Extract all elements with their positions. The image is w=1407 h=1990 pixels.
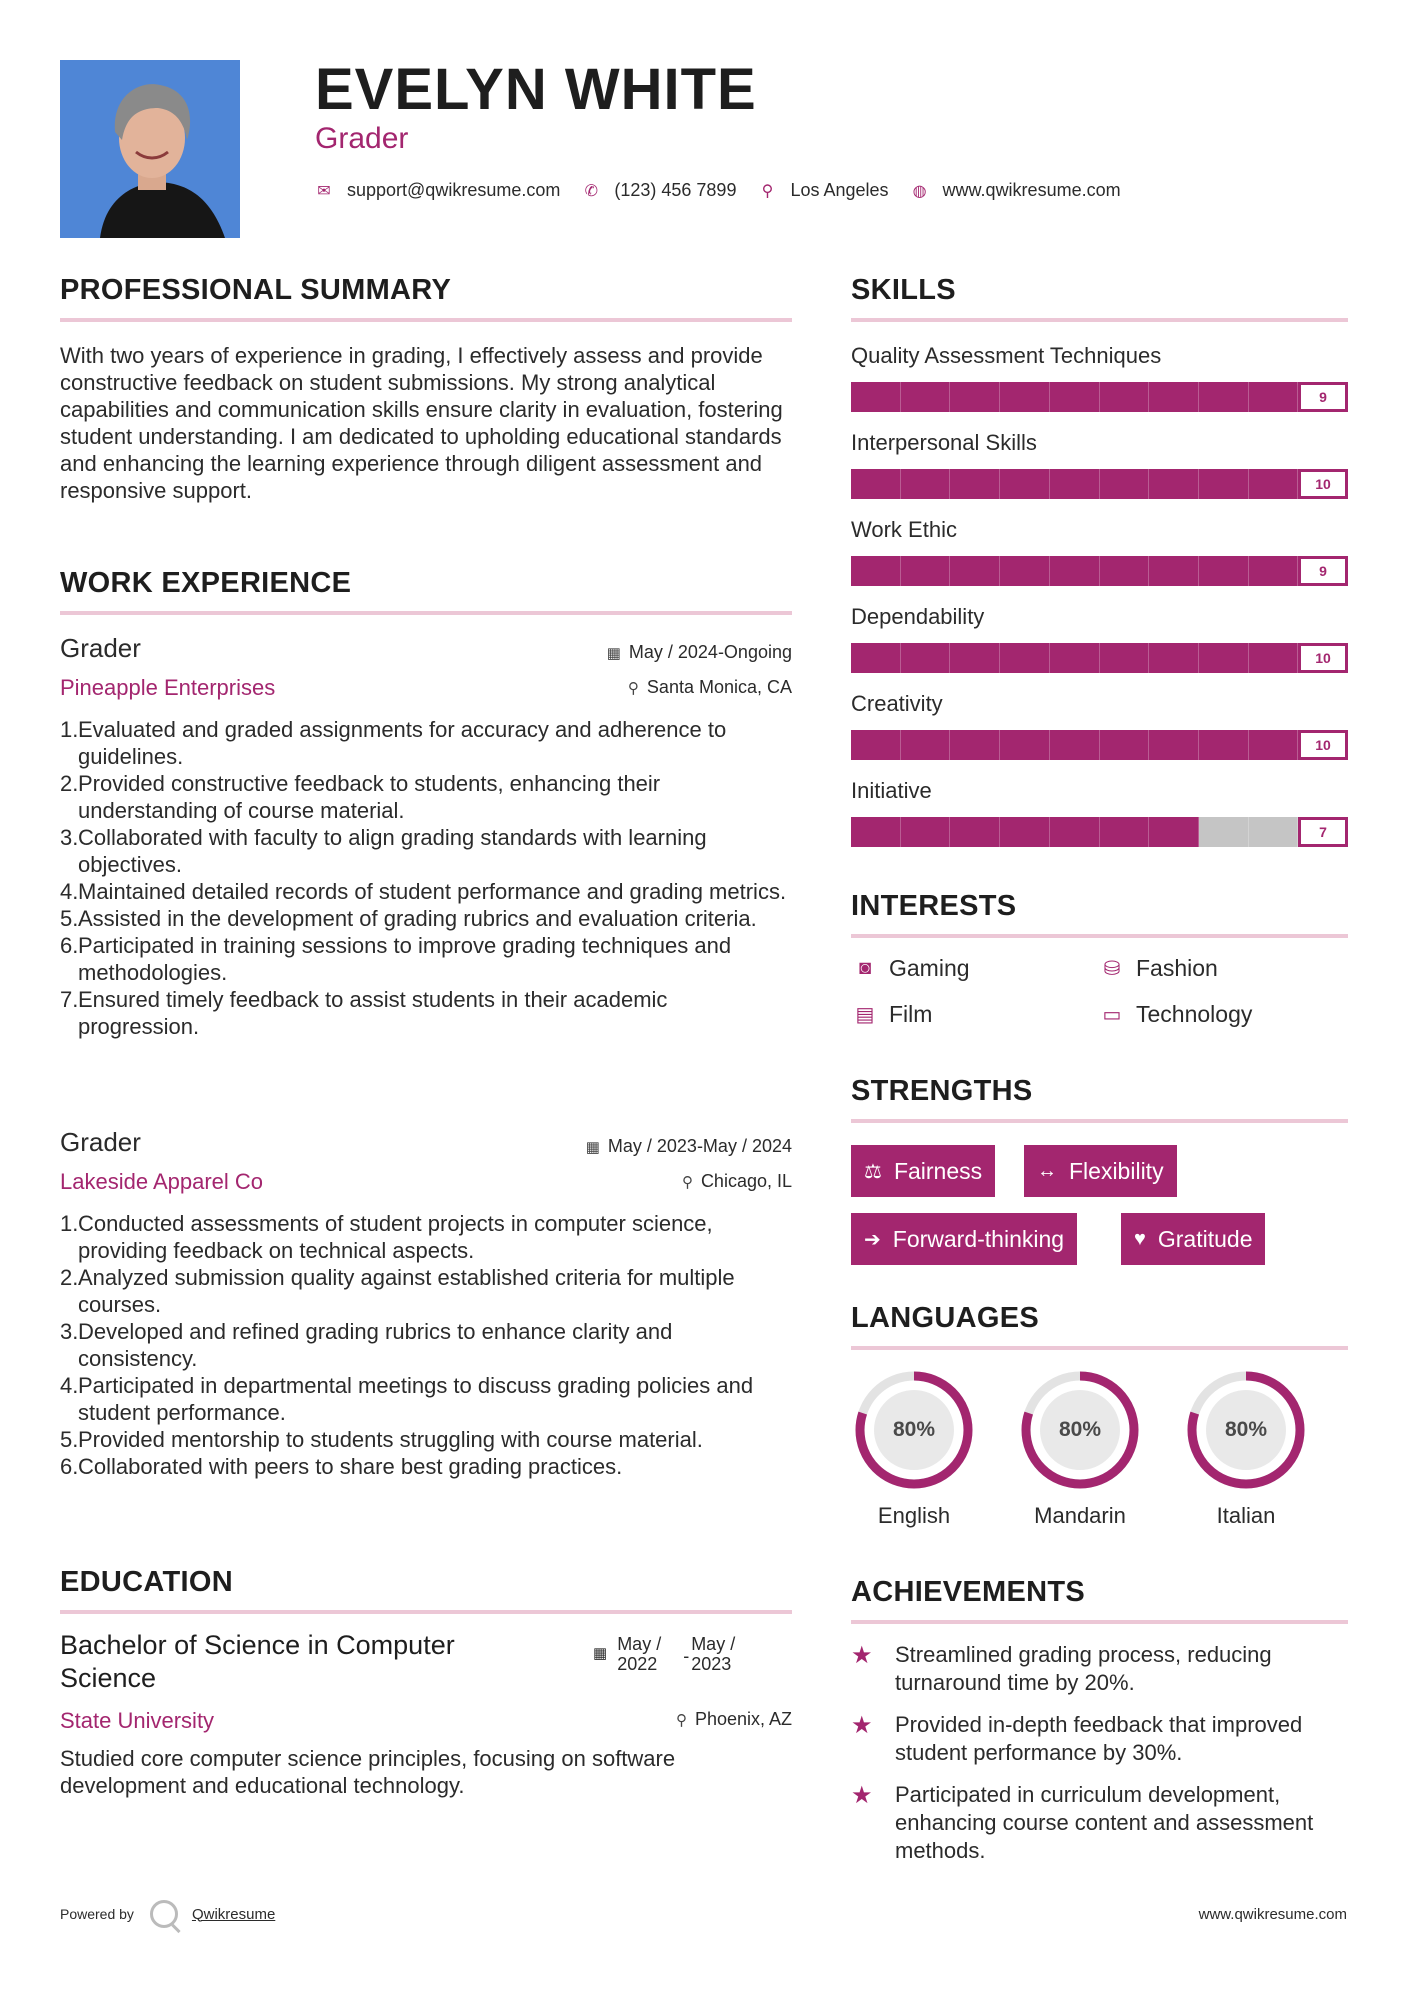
language-mandarin: [1017, 1367, 1143, 1529]
location-pin-icon: ⚲: [761, 182, 774, 200]
list-item: 4. Maintained detailed records of student performance and grading metrics.: [60, 879, 787, 904]
education-heading: EDUCATION: [60, 1566, 233, 1598]
achievement-text: Participated in curriculum development, enhancing course content and assessment methods.: [895, 1782, 1314, 1863]
skill-bar-segment: [1249, 643, 1299, 673]
skill-bar-segment: [950, 817, 1000, 847]
company-name: Pineapple Enterprises: [60, 675, 276, 700]
language-italian: [1183, 1367, 1309, 1529]
balance-scale-icon: ⚖: [864, 1160, 882, 1183]
contact-phone-text: (123) 456 7899: [614, 180, 737, 200]
skill-bar: [851, 817, 1348, 847]
list-item: 3. Developed and refined grading rubrics to enhance clarity and consistency.: [60, 1319, 673, 1371]
strength-tag-forward-thinking: [851, 1213, 1077, 1265]
skill-name: Interpersonal Skills: [851, 430, 1037, 455]
skills-divider: [851, 318, 1348, 322]
interest-fashion: [1098, 955, 1218, 982]
film-icon: ▤: [855, 1004, 875, 1026]
skill-bar-segment: [1249, 469, 1299, 499]
skill-bar-segment: [901, 382, 951, 412]
skill-bar-segment: [1000, 469, 1050, 499]
skill-name: Initiative: [851, 778, 932, 803]
job-bullet-list: [60, 1210, 792, 1480]
company-name: Lakeside Apparel Co: [60, 1169, 264, 1194]
skill-bar-segment: [950, 556, 1000, 586]
arrows-horizontal-icon: ↔: [1037, 1159, 1057, 1182]
achievements-heading: ACHIEVEMENTS: [851, 1576, 1086, 1608]
skill-bar-segment: [851, 469, 901, 499]
skill-bar-segment: [1149, 817, 1199, 847]
skill-score-label: 9: [1298, 556, 1348, 586]
skill-bar: [851, 556, 1348, 586]
star-badge-icon: ★: [851, 1782, 873, 1809]
achievements-divider: [851, 1620, 1348, 1624]
skill-bar-segment: [1249, 730, 1299, 760]
interest-label: Technology: [1136, 1001, 1253, 1027]
skill-bar-segment: [1000, 730, 1050, 760]
education-start-year: 2022: [617, 1654, 658, 1674]
skill-bar-segment: [1050, 556, 1100, 586]
interest-label: Gaming: [889, 955, 970, 981]
education-degree: Bachelor of Science in Computer Science: [60, 1630, 455, 1693]
skill-bar-segment: [950, 469, 1000, 499]
education-description: Studied core computer science principles, focusing on software development and educational technology.: [60, 1746, 676, 1798]
right-column: [851, 0, 1348, 1990]
skill-bar-segment: [901, 643, 951, 673]
phone-icon: ✆: [584, 182, 599, 200]
skill-bar-segment: [1050, 817, 1100, 847]
skill-bar-segment: [1199, 817, 1249, 847]
footer-url[interactable]: www.qwikresume.com: [1198, 1906, 1347, 1923]
strength-tag-gratitude: [1121, 1213, 1265, 1265]
job-location: [682, 1171, 792, 1192]
job-dates-text: May / 2024-Ongoing: [628, 642, 792, 662]
skill-bar-segment: [1000, 643, 1050, 673]
list-item: 1. Evaluated and graded assignments for accuracy and adherence to guidelines.: [60, 717, 727, 769]
skill-score-label: 10: [1298, 469, 1348, 499]
shopping-bag-icon: ⛁: [1103, 958, 1121, 980]
language-percent: 80%: [1058, 1418, 1102, 1441]
strength-label: Flexibility: [1069, 1157, 1164, 1184]
job-bullet-list: [60, 716, 792, 1040]
skill-score-label: 10: [1298, 643, 1348, 673]
skill-bar-segment: [1050, 730, 1100, 760]
envelope-icon: ✉: [317, 182, 331, 200]
strength-tag-flexibility: [1024, 1145, 1177, 1197]
list-item: 7. Ensured timely feedback to assist students in their academic progression.: [60, 987, 668, 1039]
skill-bar-segment: [851, 643, 901, 673]
arrow-right-icon: ➔: [864, 1228, 881, 1251]
skill-bar-segment: [1000, 817, 1050, 847]
strength-label: Fairness: [893, 1157, 983, 1184]
skill-bar-segment: [1100, 556, 1150, 586]
list-item: 5. Assisted in the development of grading rubrics and evaluation criteria.: [60, 906, 757, 931]
list-item: 5. Provided mentorship to students struggling with course material.: [60, 1427, 703, 1452]
languages-heading: LANGUAGES: [851, 1302, 1039, 1334]
skill-bar-segment: [1149, 643, 1199, 673]
skill-bar: [851, 382, 1348, 412]
candidate-name: EVELYN WHITE: [315, 57, 757, 122]
education-location-text: Phoenix, AZ: [694, 1709, 792, 1729]
calendar-icon: ▦: [593, 1645, 608, 1662]
left-column: [60, 0, 792, 1990]
list-item: 3. Collaborated with faculty to align grading standards with learning objectives.: [60, 825, 707, 877]
interest-label: Film: [889, 1001, 933, 1027]
education-divider: [60, 1610, 792, 1614]
globe-icon: ◍: [912, 182, 927, 200]
job-title: Grader: [60, 633, 141, 663]
skill-bar-segment: [1050, 643, 1100, 673]
pushpin-icon: ⚲: [627, 679, 639, 697]
language-name: Mandarin: [1034, 1503, 1126, 1528]
achievement-text: Streamlined grading process, reducing turnaround time by 20%.: [895, 1642, 1272, 1695]
contact-location-text: Los Angeles: [790, 180, 889, 200]
job-location: [628, 677, 792, 698]
skill-bar-segment: [1149, 382, 1199, 412]
language-percent: 80%: [1224, 1418, 1268, 1441]
job-location-text: Santa Monica, CA: [646, 677, 792, 697]
education-end-month: May /: [691, 1634, 736, 1654]
skill-bar-segment: [1249, 817, 1299, 847]
experience-heading: WORK EXPERIENCE: [60, 567, 352, 599]
gamepad-icon: ◙: [858, 957, 872, 979]
skill-bar: [851, 469, 1348, 499]
skill-bar-segment: [901, 817, 951, 847]
skill-score-label: 9: [1298, 382, 1348, 412]
skill-bar-segment: [1050, 382, 1100, 412]
calendar-icon: ▦: [606, 644, 621, 662]
job-title: Grader: [60, 1127, 141, 1157]
skill-bar-segment: [1199, 556, 1249, 586]
heart-icon: ♥: [1134, 1227, 1146, 1250]
skill-bar-segment: [1149, 730, 1199, 760]
footer-branding: [60, 1900, 275, 1928]
education-location: [676, 1709, 792, 1730]
skill-score-label: 7: [1298, 817, 1348, 847]
skills-heading: SKILLS: [851, 274, 956, 306]
skill-bar-segment: [950, 382, 1000, 412]
skill-bar-segment: [1050, 469, 1100, 499]
skill-bar-segment: [950, 643, 1000, 673]
achievement-text: Provided in-depth feedback that improved student performance by 30%.: [895, 1712, 1303, 1765]
qwikresume-link[interactable]: Qwikresume: [191, 1905, 276, 1923]
skill-bar-segment: [1199, 469, 1249, 499]
job-dates: [607, 642, 792, 663]
achievement-item: [851, 1711, 1348, 1767]
pushpin-icon: ⚲: [675, 1711, 687, 1729]
star-badge-icon: ★: [851, 1642, 873, 1669]
education-end-year: 2023: [691, 1654, 732, 1674]
list-item: 6. Participated in training sessions to improve grading techniques and methodologies.: [60, 933, 732, 985]
summary-heading: PROFESSIONAL SUMMARY: [60, 274, 452, 306]
laptop-icon: ▭: [1102, 1004, 1122, 1026]
skill-bar-segment: [1249, 382, 1299, 412]
achievement-item: [851, 1781, 1348, 1865]
language-percent: 80%: [892, 1418, 936, 1441]
language-name: English: [877, 1503, 951, 1528]
interests-divider: [851, 934, 1348, 938]
list-item: 6. Collaborated with peers to share best grading practices.: [60, 1454, 623, 1479]
skill-name: Quality Assessment Techniques: [851, 343, 1162, 368]
list-item: 4. Participated in departmental meetings to discuss grading policies and student performance.: [60, 1373, 754, 1425]
list-item: 1. Conducted assessments of student projects in computer science, providing feedback on technical aspects.: [60, 1211, 713, 1263]
skill-bar-segment: [1100, 817, 1150, 847]
skill-bar-segment: [1199, 730, 1249, 760]
interest-film: [851, 1001, 932, 1028]
powered-by-label: Powered by: [60, 1906, 134, 1922]
skill-bar-segment: [1149, 469, 1199, 499]
pushpin-icon: ⚲: [681, 1173, 693, 1191]
skill-bar-segment: [1249, 556, 1299, 586]
summary-text: With two years of experience in grading, I effectively assess and provide constructive feedback on student submissions. My strong analytical capabilities and communication skills ensure clarity in evaluation, fostering student understanding. I am dedicated to upholding educational standards and enhancing the learning experience through diligent assessment and responsive support.: [60, 343, 783, 503]
skill-name: Work Ethic: [851, 517, 957, 542]
skill-bar-segment: [901, 469, 951, 499]
skill-bar-segment: [1000, 382, 1050, 412]
interest-label: Fashion: [1136, 955, 1218, 981]
school-name: State University: [60, 1708, 215, 1733]
job-location-text: Chicago, IL: [700, 1171, 792, 1191]
skill-bar-segment: [950, 730, 1000, 760]
interests-heading: INTERESTS: [851, 890, 1017, 922]
languages-divider: [851, 1346, 1348, 1350]
star-badge-icon: ★: [851, 1712, 873, 1739]
interest-technology: [1098, 1001, 1252, 1028]
calendar-icon: ▦: [585, 1138, 600, 1156]
experience-divider: [60, 611, 792, 615]
skill-bar-segment: [1100, 730, 1150, 760]
language-english: [851, 1367, 977, 1529]
skill-bar-segment: [1100, 643, 1150, 673]
skill-bar-segment: [851, 382, 901, 412]
education-dates: [593, 1634, 735, 1674]
interest-gaming: [851, 955, 970, 982]
list-item: 2. Analyzed submission quality against established criteria for multiple courses.: [60, 1265, 735, 1317]
strength-label: Forward-thinking: [892, 1225, 1065, 1252]
contact-email-text: support@qwikresume.com: [347, 180, 561, 200]
skill-score-label: 10: [1298, 730, 1348, 760]
list-item: 2. Provided constructive feedback to students, enhancing their understanding of course material.: [60, 771, 661, 823]
skill-bar-segment: [851, 556, 901, 586]
skill-bar-segment: [1149, 556, 1199, 586]
strength-label: Gratitude: [1157, 1225, 1253, 1252]
skill-bar-segment: [901, 556, 951, 586]
strengths-heading: STRENGTHS: [851, 1075, 1033, 1107]
language-name: Italian: [1216, 1503, 1276, 1528]
skill-bar-segment: [1000, 556, 1050, 586]
achievement-item: [851, 1641, 1348, 1697]
skill-bar: [851, 643, 1348, 673]
skill-bar-segment: [1100, 469, 1150, 499]
summary-divider: [60, 318, 792, 322]
job-dates-text: May / 2023-May / 2024: [607, 1136, 792, 1156]
skill-bar-segment: [1199, 643, 1249, 673]
skill-bar-segment: [1199, 382, 1249, 412]
contact-website-text: www.qwikresume.com: [942, 180, 1121, 200]
skill-bar: [851, 730, 1348, 760]
strengths-divider: [851, 1119, 1348, 1123]
skill-bar-segment: [901, 730, 951, 760]
skill-bar-segment: [1100, 382, 1150, 412]
job-dates: [586, 1136, 792, 1157]
skill-name: Creativity: [851, 691, 943, 716]
education-date-separator: -: [683, 1646, 690, 1666]
skill-name: Dependability: [851, 604, 985, 629]
skill-bar-segment: [851, 817, 901, 847]
education-start-month: May /: [617, 1634, 662, 1654]
strength-tag-fairness: [851, 1145, 995, 1197]
qwikresume-logo-icon: [150, 1900, 178, 1928]
skill-bar-segment: [851, 730, 901, 760]
candidate-title: Grader: [315, 122, 409, 155]
